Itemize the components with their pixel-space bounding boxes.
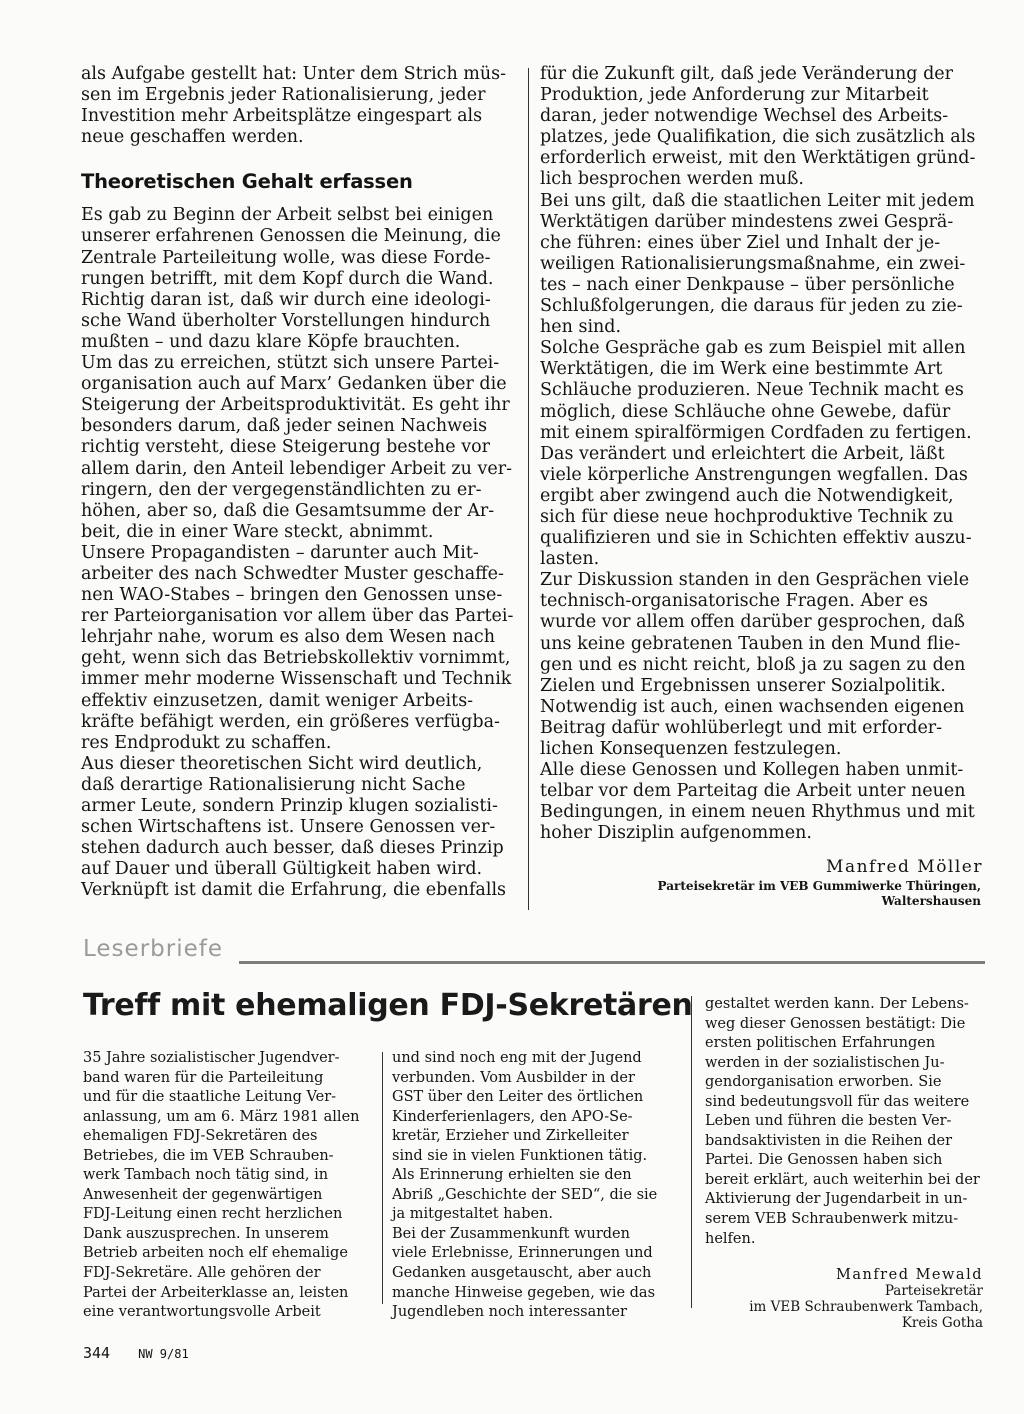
article-body-column-1: Es gab zu Beginn der Arbeit selbst bei einigen unserer erfahrenen Genossen die Meinung, die Zentrale Parteileitung wolle, was diese Forde- rungen betrifft, mit dem Kopf durch die Wand. Richtig daran ist, daß wir durch eine ideologi- sche Wand überholter Vorstellungen hindurch mußten – und dazu klare Köpfe brauchten. Um das zu erreichen, stützt sich unsere Partei- organisation auch auf Marx’ Gedanken über die Steigerung der Arbeitsproduktivität. Es geht ihr besonders darum, daß jeder seinen Nachweis richtig versteht, diese Steigerung bestehe vor allem darin, den Anteil lebendiger Arbeit zu ver- ringern, den der vergegenständlichten zu er- höhen, aber so, daß die Gesamtsumme der Ar- beit, die in einer Ware steckt, abnimmt. Unsere Propagandisten – darunter auch Mit- arbeiter des nach Schwedter Muster geschaffe- nen WAO-Stabes – bringen den Genossen unse- rer Parteiorganisation vor allem über das Partei- lehrjahr nahe, worum es also dem Wesen nach geht, wenn sich das Betriebskollektiv vornimmt, immer mehr moderne Wissenschaft und Technik effektiv einzusetzen, damit weniger Arbeits- kräfte befähigt werden, ein größeres verfügba- res Endprodukt zu schaffen. Aus dieser theoretischen Sicht wird deutlich, daß derartige Rationalisierung nicht Sache armer Leute, sondern Prinzip klugen sozialisti- schen Wirtschaftens ist. Unsere Genossen ver- stehen dadurch auch besser, daß dieses Prinzip auf Dauer und überall Gültigkeit haben wird. Verknüpft ist damit die Erfahrung, die ebenfalls xyxy=(81,205,514,901)
article-author: Manfred Möller xyxy=(826,857,983,878)
letter-body-column-2: und sind noch eng mit der Jugend verbunden. Vom Ausbilder in der GST über den Leiter des örtlichen Kinderferienlagers, den APO-Se- kretär, Erzieher und Zirkelleiter sind sie in vielen Funktionen tätig. Als Erinnerung erhielten sie den Abriß „Geschichte der SED“, die sie ja mitgestaltet haben. Bei der Zusammenkunft wurden viele Erlebnisse, Erinnerungen und Gedanken ausgetauscht, aber auch manche Hinweise gegeben, wie das Jugendleben noch interessanter xyxy=(392,1050,658,1321)
letter-column-1 xyxy=(83,1049,373,1323)
article-author-affiliation: Parteisekretär im VEB Gummiwerke Thüringen, Waltershausen xyxy=(657,879,981,909)
column-divider xyxy=(691,996,692,1308)
column-divider xyxy=(528,68,529,910)
letter-column-3 xyxy=(705,995,985,1331)
article-subheading: Theoretischen Gehalt erfassen xyxy=(81,170,413,194)
issue-label: NW 9/81 xyxy=(138,1347,189,1361)
letter-column-2 xyxy=(392,1049,674,1323)
letter-headline: Treff mit ehemaligen FDJ-Sekretären xyxy=(83,988,693,1023)
letter-body-column-1: 35 Jahre sozialistischer Jugendver- band waren für die Parteileitung und für die staatliche Leitung Ver- anlassung, um am 6. März 1981 allen ehemaligen FDJ-Sekretären des Betriebes, die im VEB Schrauben- werk Tambach noch tätig sind, in Anwesenheit der gegenwärtigen FDJ-Leitung einen recht herzlichen Dank auszusprechen. In unserem Betrieb arbeiten noch elf ehemalige FDJ-Sekretäre. Alle gehören der Partei der Arbeiterklasse an, leisten eine verantwortungsvolle Arbeit xyxy=(83,1050,360,1321)
column-divider xyxy=(382,1052,383,1304)
page-number: 344 xyxy=(83,1344,111,1362)
section-rule xyxy=(239,961,985,964)
article-column-1 xyxy=(81,64,517,901)
letter-author-affiliation: Parteisekretär im VEB Schraubenwerk Tambach, Kreis Gotha xyxy=(749,1283,983,1332)
section-header xyxy=(83,936,985,976)
letter-author: Manfred Mewald xyxy=(835,1267,983,1284)
page-footer xyxy=(83,1344,217,1362)
article-column-2 xyxy=(540,64,985,909)
section-label: Leserbriefe xyxy=(83,936,223,962)
article-intro-paragraph: als Aufgabe gestellt hat: Unter dem Strich müs- sen im Ergebnis jeder Rationalisierung, jeder Investition mehr Arbeitsplätze eingespart als neue geschaffen werden. xyxy=(81,64,507,148)
article-body-column-2: für die Zukunft gilt, daß jede Veränderung der Produktion, jede Anforderung zur Mitarbeit daran, jeder notwendige Wechsel des Arbeits- platzes, jede Qualifikation, die sich zusätzlich als erforderlich erweist, mit den Werktätigen gründ- lich besprochen werden muß. Bei uns gilt, daß die staatlichen Leiter mit jedem Werktätigen darüber mindestens zwei Gesprä- che führen: eines über Ziel und Inhalt der je- weiligen Rationalisierungsmaßnahme, ein zwei- tes – nach einer Denkpause – über persönliche Schlußfolgerungen, die daraus für jeden zu zie- hen sind. Solche Gespräche gab es zum Beispiel mit allen Werktätigen, die im Werk eine bestimmte Art Schläuche produzieren. Neue Technik macht es möglich, diese Schläuche ohne Gewebe, dafür mit einem spiralförmigen Cordfaden zu fertigen. Das verändert und erleichtert die Arbeit, läßt viele körperliche Anstrengungen wegfallen. Das ergibt aber zwingend auch die Notwendigkeit, sich für diese neue hochproduktive Technik zu qualifizieren und sie in Schichten effektiv auszu- lasten. Zur Diskussion standen in den Gesprächen viele technisch-organisatorische Fragen. Aber es wurde vor allem offen darüber gesprochen, daß uns keine gebratenen Tauben in den Mund flie- gen und es nicht reicht, bloß ja zu sagen zu den Zielen und Ergebnissen unserer Sozialpolitik. Notwendig ist auch, einen wachsenden eigenen Beitrag dafür wohlüberlegt und mit erforder- lichen Konsequenzen festzulegen. Alle diese Genossen und Kollegen haben unmit- telbar vor dem Parteitag die Arbeit unter neuen Bedingungen, in einem neuen Rhythmus und mit hoher Disziplin aufgenommen. xyxy=(540,64,976,844)
letter-body-column-3: gestaltet werden kann. Der Lebens- weg dieser Genossen bestätigt: Die ersten politischen Erfahrungen werden in der sozialistischen Ju- gendorganisation erworben. Sie sind bedeutungsvoll für das weitere Leben und führen die besten Ver- bandsaktivisten in die Reihen der Partei. Die Genossen haben sich bereit erklärt, auch weiterhin bei der Aktivierung der Jugendarbeit in un- serem VEB Schraubenwerk mitzu- helfen. xyxy=(705,996,980,1247)
